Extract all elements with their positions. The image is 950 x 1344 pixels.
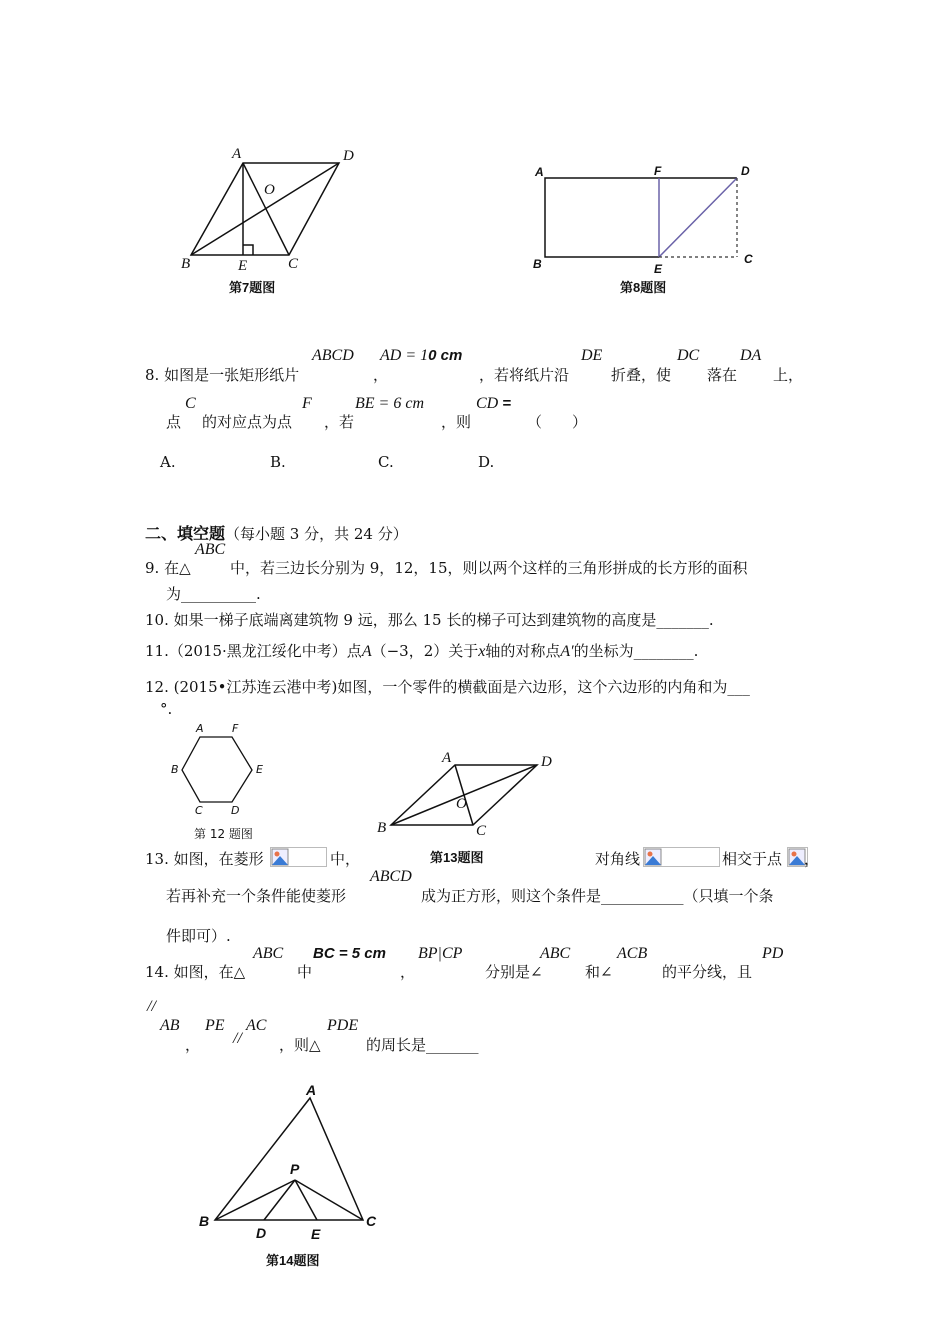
fig14-caption: 第14题图 <box>266 1253 320 1268</box>
q14-var-pde: PDE <box>327 1017 359 1034</box>
q14-text-9: 的周长是_______ <box>366 1036 479 1054</box>
q8-answer-paren: （ ） <box>527 413 588 431</box>
fig7-label-e: E <box>238 258 248 274</box>
q8-var-abcd: ABCD <box>312 347 354 364</box>
q11-var-a: A <box>361 643 372 660</box>
fig14-label-a: A <box>306 1082 317 1098</box>
q14-var-abc: ABC <box>253 945 284 962</box>
q11-text-1: 11.（2015·黑龙江绥化中考）点 <box>145 642 362 660</box>
q14-text-5: 和∠ <box>585 963 613 981</box>
q14-bc-value: BC = 5 cm <box>313 945 386 962</box>
fig7-label-a: A <box>232 146 242 162</box>
fig8-label-b: B <box>533 257 542 271</box>
q11-var-x: x <box>478 643 486 660</box>
q8-text-3: ，若将纸片沿 <box>479 366 570 384</box>
q8-cd-equals: = <box>502 395 511 412</box>
fig7-label-b: B <box>181 256 191 272</box>
q14-text-8: ，则△ <box>279 1036 321 1054</box>
q14-var-bp: BP <box>418 945 438 962</box>
q13-text-7: 成为正方形，则这个条件是___________（只填一个条 <box>421 887 774 905</box>
fig12-label-e: E <box>256 763 263 776</box>
q14-var-acb: ACB <box>617 945 648 962</box>
q8-var-da: DA <box>740 347 762 364</box>
q11-text-4: 的坐标为________. <box>573 642 699 660</box>
q14-text-2: 中 <box>297 963 313 981</box>
fig7-caption: 第7题图 <box>229 280 276 295</box>
fig7-label-c: C <box>288 256 299 272</box>
fig13-caption: 第13题图 <box>430 850 484 865</box>
q8-be-value: BE = 6 cm <box>355 395 424 412</box>
q14-var-cp: CP <box>441 945 463 962</box>
q13-text-2: 中， <box>330 850 361 868</box>
q8-ad-expr: AD = 1 <box>380 347 429 364</box>
fig12-caption: 第 12 题图 <box>194 827 253 841</box>
fig7-label-o: O <box>264 182 275 198</box>
q8-var-de: DE <box>581 347 603 364</box>
fig8-label-f: F <box>654 164 662 178</box>
q14-text-7: ， <box>185 1036 201 1054</box>
q8-text-7: 点 <box>166 413 182 431</box>
q14-parallel-2: // <box>233 1030 242 1047</box>
q12-text-1: 12. (2015•江苏连云港中考)如图，一个零件的横截面是六边形，这个六边形的内角和为___ <box>145 678 750 696</box>
q13-var-abcd: ABCD <box>370 868 412 885</box>
q14-var-pe: PE <box>205 1017 225 1034</box>
fig8-label-a: A <box>535 165 544 179</box>
q8-var-dc: DC <box>677 347 700 364</box>
fig8-label-d: D <box>741 164 750 178</box>
q12-text-2: °. <box>160 700 173 718</box>
q14-text-6: 的平分线，且 <box>662 963 753 981</box>
fig14-label-b: B <box>199 1213 210 1229</box>
fig8-caption: 第8题图 <box>620 280 667 295</box>
q11-text-2: （−3，2）关于 <box>371 642 479 660</box>
fig14-triangle-abc <box>215 1098 363 1220</box>
q13-text-6: 若再补充一个条件能使菱形 <box>166 887 347 905</box>
q9-var-abc: ABC <box>195 541 226 558</box>
q8-text-2: ， <box>373 366 389 384</box>
fig14-label-c: C <box>366 1213 377 1229</box>
q8-text-1: 8. 如图是一张矩形纸片 <box>145 366 300 384</box>
q13-text-4: 相交于点 <box>722 850 783 868</box>
fig14-label-d: D <box>256 1225 267 1241</box>
q8-cd-expr: CD <box>476 395 499 412</box>
q14-text-1: 14. 如图，在△ <box>145 963 246 981</box>
q13-text-3: 对角线 <box>595 850 641 868</box>
q14-var-ab: AB <box>160 1017 180 1034</box>
q8-ad-value: 0 cm <box>428 347 463 364</box>
q11-var-a-prime: A′ <box>560 643 574 660</box>
q8-text-5: 落在 <box>707 366 738 384</box>
q14-var-pd: PD <box>762 945 784 962</box>
fig12-label-a: A <box>196 722 204 735</box>
q9-text-2: 中，若三边长分别为 9，12，15，则以两个这样的三角形拼成的长方形的面积 <box>230 559 748 577</box>
fig13-label-d: D <box>541 754 552 770</box>
q14-var-bp-cp: BP|CP <box>418 945 463 962</box>
q8-text-6: 上， <box>773 366 804 384</box>
q14-text-3: ， <box>400 963 416 981</box>
fig12-label-b: B <box>171 763 179 776</box>
q8-option-a: A. <box>160 453 176 471</box>
fig13-label-b: B <box>377 820 387 836</box>
q8-text-4: 折叠，使 <box>611 366 672 384</box>
q8-text-9: ，若 <box>324 413 355 431</box>
fig13-label-c: C <box>476 823 487 839</box>
fig7-label-d: D <box>343 148 354 164</box>
fig12-label-f: F <box>232 722 239 735</box>
q8-var-c: C <box>185 395 196 412</box>
q8-option-c: C. <box>378 453 394 471</box>
q8-var-f: F <box>302 395 312 412</box>
q14-parallel-1: // <box>147 998 156 1015</box>
fig14-label-e: E <box>311 1226 321 1242</box>
section-2-note: （每小题 3 分，共 24 分） <box>225 525 408 543</box>
q8-option-d: D. <box>478 453 495 471</box>
fig12-label-d: D <box>231 804 240 817</box>
fig14-segment-pd <box>264 1180 295 1220</box>
fig14-bisector-bp <box>215 1180 295 1220</box>
section-2-title: 二、填空题 <box>145 524 226 543</box>
q13-text-8: 件即可）. <box>166 927 231 945</box>
q13-text-5: ， <box>804 850 820 868</box>
q8-text-8: 的对应点为点 <box>202 413 293 431</box>
q8-option-b: B. <box>270 453 286 471</box>
q10-text: 10. 如果一梯子底端离建筑物 9 远，那么 15 长的梯子可达到建筑物的高度是_______. <box>145 611 714 629</box>
fig13-label-o: O <box>456 796 467 812</box>
q14-text-4: 分别是∠ <box>485 963 543 981</box>
fig13-label-a: A <box>442 750 452 766</box>
fig8-label-e: E <box>654 262 663 276</box>
fig8-label-c: C <box>744 252 753 266</box>
q9-text-3: 为__________. <box>166 585 261 603</box>
fig14-label-p: P <box>290 1161 300 1177</box>
q8-text-10: ，则 <box>441 413 472 431</box>
q14-var-abc-angle: ABC <box>540 945 571 962</box>
q14-var-ac: AC <box>246 1017 267 1034</box>
fig12-label-c: C <box>195 804 203 817</box>
q9-text-1: 9. 在△ <box>145 559 191 577</box>
q13-text-1: 13. 如图，在菱形 <box>145 850 264 868</box>
q11-text-3: 轴的对称点 <box>485 642 561 660</box>
